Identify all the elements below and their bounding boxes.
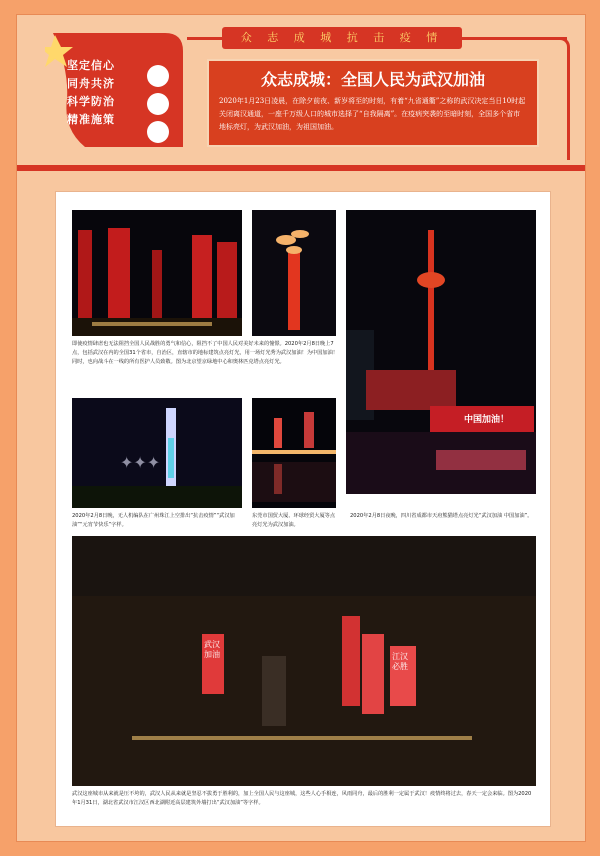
wuhan-sign-text: 武汉加油 bbox=[204, 640, 220, 659]
photo-beijing-buildings bbox=[72, 210, 242, 336]
circle-1 bbox=[147, 65, 169, 87]
header bbox=[17, 15, 585, 171]
caption-dongguan: 东莞市国贸大厦、环球经贸大厦等点亮灯光为武汉加油。 bbox=[252, 513, 336, 528]
wuhan-win-text: 江汉必胜 bbox=[392, 652, 408, 671]
title-box bbox=[207, 59, 539, 147]
caption-beijing: 即使疫情肆虐也无法阻挡全国人民战胜的勇气和信心，阻挡不了中国人民对美好未来的憧憬。2020年2月8日晚上7点，包括武汉在内的全国31个省市，自治区，直辖市的地标建筑点亮灯光，用一场灯光秀为武汉加油！为中国加油！同时，也向战斗在一线的所有医护人员致敬。图为北京望京绿地中心和奥林匹克塔点亮灯光。 bbox=[72, 341, 338, 365]
slogan-1: 坚定信心 bbox=[67, 59, 115, 72]
photo-olympic-tower bbox=[252, 210, 336, 336]
photo-guangzhou-drones bbox=[72, 398, 242, 508]
circle-3 bbox=[147, 121, 169, 143]
decorative-circles bbox=[147, 65, 169, 149]
page-title: 众志成城：全国人民为武汉加油 bbox=[260, 70, 485, 89]
tagline: 众 志 成 城 抗 击 疫 情 bbox=[240, 31, 444, 44]
caption-chengdu: 2020年2月8日夜晚，四川省成都市天府熊猫塔点亮灯光“武汉加油 中国加油”。 bbox=[350, 513, 533, 519]
caption-guangzhou: 2020年2月8日晚，无人机编队在广州珠江上空排出“抗击疫情”“武汉加油”“元宵节快乐”字样。 bbox=[72, 513, 235, 528]
photo-dongguan bbox=[252, 398, 336, 508]
circle-2 bbox=[147, 93, 169, 115]
slogan-4: 精准施策 bbox=[67, 113, 115, 126]
photo-chengdu-tower bbox=[346, 210, 536, 494]
photo-panel bbox=[55, 191, 551, 827]
poster-frame bbox=[16, 14, 586, 842]
intro-text: 2020年1月23日凌晨，在除夕前夜、新岁将至的时刻，有着“九省通衢”之称的武汉决定当日10时起关闭离汉通道，一座千万级人口的城市选择了“自我隔离”。在疫病突袭的至暗时刻，全国多个省市地标亮灯，为武汉加油，为祖国加油。 bbox=[219, 97, 526, 131]
china-sign-text: 中国加油！ bbox=[464, 415, 510, 425]
tagline-bar bbox=[222, 27, 462, 49]
caption-wuhan: 武汉这座城市从来就是压不垮的，武汉人民从来就是坚忍不拔勇于胜利的，加上全国人民与这座城，这些人心手相连，风雨同舟，最后的胜利一定属于武汉！疫情终将过去，春天一定会来临。图为2020年1月31日，湖北省武汉市江汉区西北湖附近高层建筑外墙打出“武汉加油”等字样。 bbox=[72, 791, 532, 806]
slogan-3: 科学防治 bbox=[67, 95, 115, 108]
svg-text:✦✦✦: ✦✦✦ bbox=[120, 455, 161, 472]
photo-wuhan-aerial bbox=[72, 536, 536, 786]
header-divider bbox=[17, 165, 585, 171]
slogan-2: 同舟共济 bbox=[67, 77, 115, 90]
slogan-list bbox=[67, 57, 157, 129]
